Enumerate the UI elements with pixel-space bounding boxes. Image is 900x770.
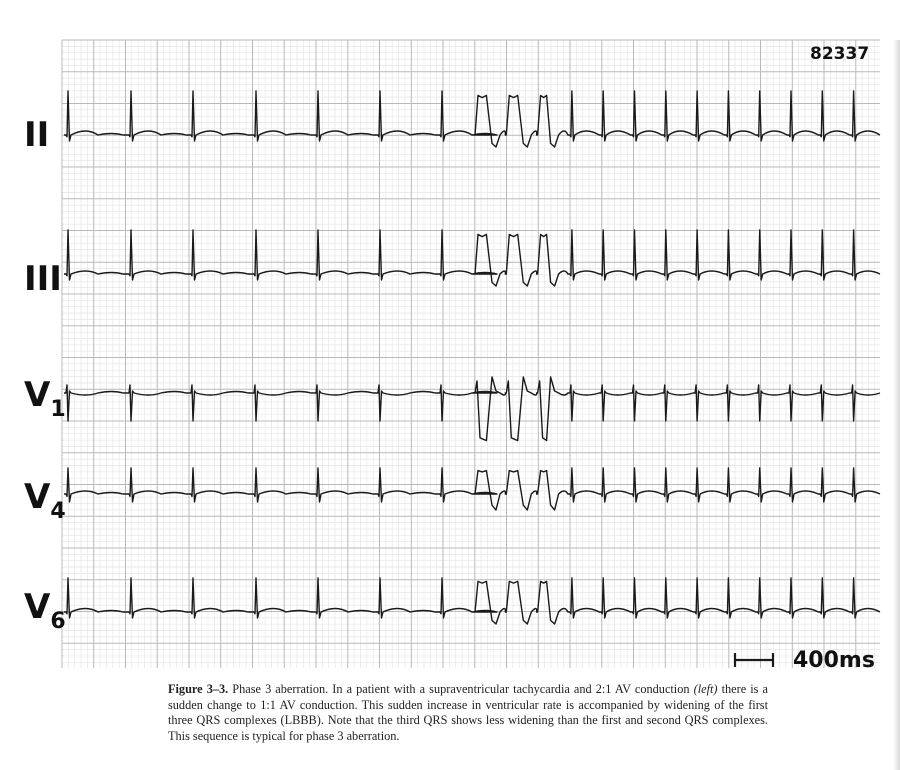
lead-label-ii: II [24,115,50,155]
scale-bar-label: 400ms [793,648,875,673]
figure-number: Figure 3–3. [168,682,229,696]
caption-italic: (left) [693,682,718,696]
page-edge-shadow [893,40,900,770]
lead-label-v4: V4 [24,477,66,524]
lead-ii-trace [64,91,880,147]
caption-text-2: there is a sudden change to 1:1 AV conduction. This sudden increase in ventricular rate is accompanied by widening of the first three QRS complexes (LBBB). Note that the third QRS shows less widening than the first and second QRS complexes. This sequence is typical for phase 3 aberration. [168,682,768,743]
strip-id: 82337 [810,44,870,64]
lead-label-v6: V6 [24,587,66,634]
lead-label-iii: III [24,259,62,299]
figure-caption [168,682,768,744]
lead-v1-trace [64,377,880,441]
lead-v6-trace [64,578,880,624]
lead-label-v1: V1 [24,375,66,422]
lead-iii-trace [64,230,880,286]
caption-text-1: Phase 3 aberration. In a patient with a supraventricular tachycardia and 2:1 AV conduction [228,682,694,696]
